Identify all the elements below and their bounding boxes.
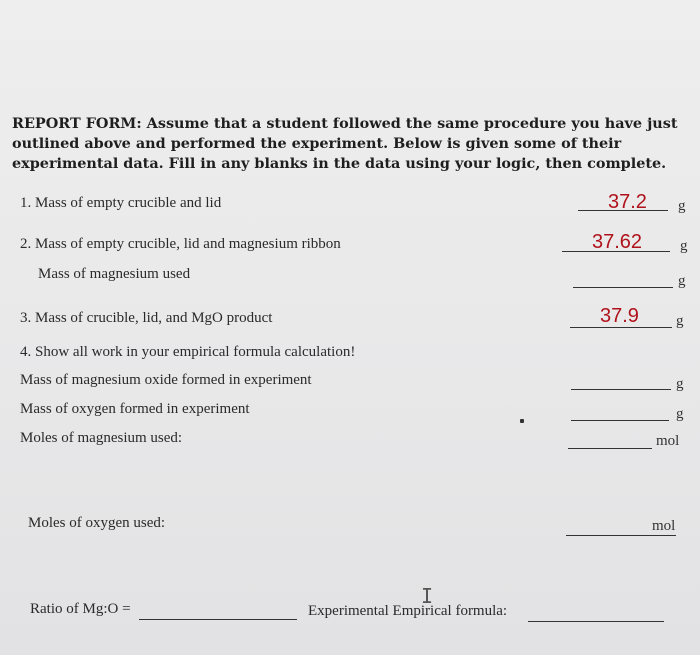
mass-oxygen-formed-blank[interactable]: [571, 420, 669, 421]
ratio-label: Ratio of Mg:O =: [30, 601, 131, 617]
mass-mg-used-unit: g: [678, 273, 686, 289]
mass-crucible-mg-label: 2. Mass of empty crucible, lid and magnesium ribbon: [20, 236, 341, 252]
moles-o-blank[interactable]: [566, 535, 676, 536]
mass-crucible-mg-value: 37.62: [592, 231, 643, 253]
mass-crucible-mgo-unit: g: [676, 313, 684, 329]
mass-empty-crucible-label: 1. Mass of empty crucible and lid: [20, 195, 222, 211]
mass-mgo-formed-label: Mass of magnesium oxide formed in experiment: [20, 372, 312, 388]
mass-mg-used-blank[interactable]: [573, 287, 673, 288]
ratio-blank[interactable]: [139, 619, 297, 620]
mass-mgo-formed-blank[interactable]: [571, 389, 671, 390]
empirical-formula-label: Experimental Empirical formula:: [308, 603, 508, 619]
mass-mg-used-label: Mass of magnesium used: [38, 266, 191, 282]
mass-crucible-mg-unit: g: [680, 238, 688, 254]
mass-oxygen-formed-unit: g: [676, 406, 684, 422]
moles-mg-label: Moles of magnesium used:: [20, 430, 183, 446]
text-cursor-icon: I: [421, 584, 434, 608]
mass-empty-crucible-unit: g: [678, 198, 686, 214]
stray-mark: [520, 419, 524, 423]
report-form-instructions: REPORT FORM: Assume that a student followed the same procedure you have just outlined above and performed the experiment. Below is given some of their experimental data. Fill in any blanks in the data using your logic, then complete.: [12, 115, 678, 172]
mass-oxygen-formed-label: Mass of oxygen formed in experiment: [20, 401, 250, 417]
moles-mg-blank[interactable]: [568, 448, 652, 449]
mass-empty-crucible-value: 37.2: [608, 191, 647, 213]
mass-mgo-formed-unit: g: [676, 376, 684, 392]
show-work-instruction: 4. Show all work in your empirical formula calculation!: [20, 344, 356, 360]
empirical-formula-blank[interactable]: [528, 621, 664, 622]
mass-crucible-mgo-value: 37.9: [600, 305, 639, 327]
mass-crucible-mgo-label: 3. Mass of crucible, lid, and MgO product: [20, 310, 273, 326]
moles-o-label: Moles of oxygen used:: [28, 515, 166, 531]
moles-o-unit: mol: [652, 518, 676, 534]
moles-mg-unit: mol: [656, 433, 680, 449]
